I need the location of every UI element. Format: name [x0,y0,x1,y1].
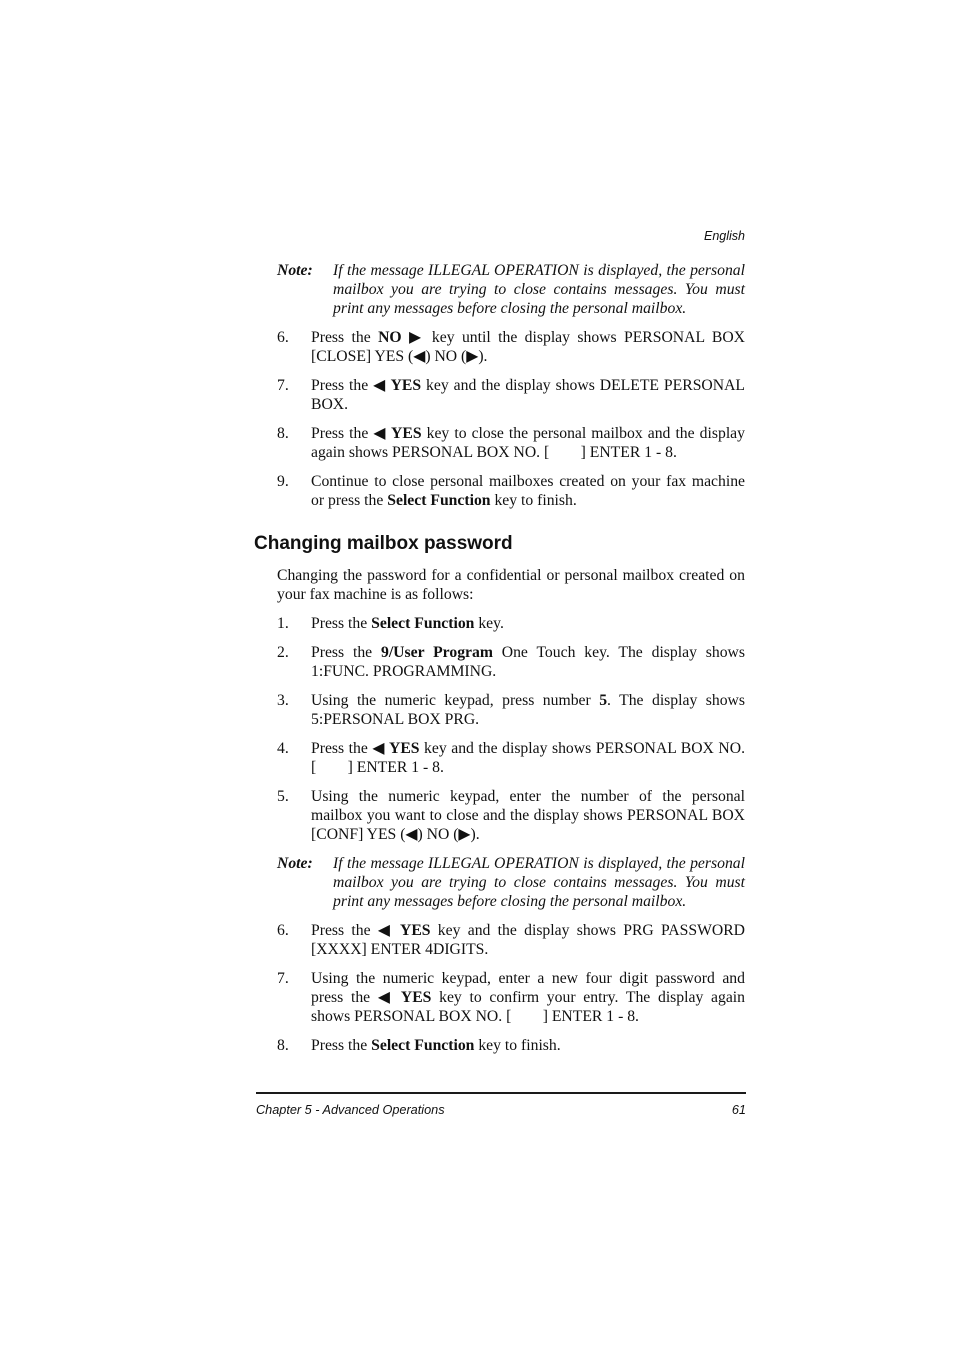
text-run: [CLOSE] YES (◀) NO (▶). [311,348,488,365]
text-run: or press the [311,492,388,509]
step-number: 8. [277,1036,289,1054]
text-line [311,347,745,366]
step-item [277,472,745,510]
step-item [277,921,745,959]
text-line [311,806,745,825]
text-run: press the [311,988,378,1006]
note-label: Note: [277,262,313,279]
text-run: key and the display shows PERSONAL BOX NO. [419,739,745,757]
text-line [311,921,745,940]
step-number: 9. [277,473,289,490]
bold-key-text: Select Function [371,614,475,632]
text-line [277,585,745,604]
text-line [311,1007,745,1026]
step-item [277,643,745,681]
step-text [311,643,745,681]
text-run: 5:PERSONAL BOX PRG. [311,710,480,728]
step-number: 7. [277,377,289,394]
text-run: Press the [311,377,374,394]
step-text [311,691,745,729]
page-content [254,261,746,1065]
text-run: key to confirm your entry. The display again [431,988,745,1006]
step-item [277,739,745,777]
text-line [333,892,745,911]
note-text [333,261,745,318]
bold-key-text: NO ▶ [378,329,425,346]
bold-key-text: Select Function [387,492,491,509]
bold-key-text: 5 [599,691,608,709]
text-run: If the message ILLEGAL OPERATION is displayed, the personal [333,854,745,872]
text-line [277,566,745,585]
step-number: 5. [277,787,289,805]
text-run: Press the [311,425,374,442]
text-run: mailbox you are trying to close contains messages. You must [333,873,745,891]
text-run: Press the [311,329,379,346]
text-line [311,825,745,844]
note-block [277,261,745,318]
step-item [277,787,745,844]
step-number: 6. [277,921,289,939]
text-line [311,758,745,777]
step-item [277,614,745,633]
text-run: mailbox you are trying to close contains messages. You must [333,281,745,298]
text-line [311,395,745,414]
text-run: key until the display shows PERSONAL BOX [424,329,745,346]
text-run: shows PERSONAL BOX NO. [ ] ENTER 1 - 8. [311,1007,639,1025]
step-item [277,1036,745,1055]
text-line [311,662,745,681]
section-heading: Changing mailbox password [254,533,513,554]
text-line [333,299,745,318]
text-line [311,491,745,510]
bold-key-text: ◀ YES [373,425,422,442]
text-line [311,376,745,395]
text-line [311,328,745,347]
text-line [311,787,745,806]
bold-key-text: ◀ YES [377,988,432,1006]
step-number: 2. [277,643,289,661]
text-run: key to finish. [490,492,577,509]
step-text [311,328,745,366]
text-line [311,614,745,633]
bold-key-text: ◀ YES [372,739,420,757]
text-run: key. [474,614,504,632]
note-label: Note: [277,854,313,872]
text-run: mailbox you want to close and the display shows PERSONAL BOX [311,806,745,824]
text-run: print any messages before closing the personal mailbox. [333,892,687,910]
step-text [311,1036,745,1055]
step-number: 4. [277,739,289,757]
text-line [311,739,745,758]
text-run: key to finish. [474,1036,561,1054]
text-run: Using the numeric keypad, enter a new four digit password and [311,969,745,987]
text-line [311,472,745,491]
note-block [277,854,745,911]
step-text [311,376,745,414]
footer-rule [256,1092,746,1094]
text-line [311,691,745,710]
step-text [311,424,745,462]
text-run: Press the [311,739,373,757]
text-line [311,710,745,729]
step-number: 3. [277,691,289,709]
text-line [311,424,745,443]
paragraph-text [277,566,745,604]
intro-paragraph [277,566,745,604]
bold-key-text: Select Function [371,1036,475,1054]
step-text [311,969,745,1026]
language-label: English [704,229,745,243]
text-line [333,261,745,280]
text-run: your fax machine is as follows: [277,585,474,603]
text-run: If the message ILLEGAL OPERATION is displayed, the personal [333,262,745,279]
bold-key-text: ◀ YES [373,377,422,394]
step-item [277,376,745,414]
text-line [311,1036,745,1055]
bold-key-text: 9/User Program [380,643,493,661]
text-line [311,643,745,662]
step-item [277,328,745,366]
step-item [277,691,745,729]
step-number: 6. [277,329,289,346]
text-run: . The display shows [607,691,745,709]
text-run: Press the [311,921,378,939]
page-number: 61 [731,1103,746,1117]
text-line [333,873,745,892]
step-number: 8. [277,425,289,442]
text-line [311,988,745,1007]
text-run: [XXXX] ENTER 4DIGITS. [311,940,489,958]
text-line [333,854,745,873]
text-run: [CONF] YES (◀) NO (▶). [311,825,480,843]
text-run: 1:FUNC. PROGRAMMING. [311,662,497,680]
text-run: Continue to close personal mailboxes created on your fax machine [311,473,745,490]
bold-key-text: ◀ YES [377,921,431,939]
step-item [277,424,745,462]
text-run: BOX. [311,396,349,413]
text-run: Changing the password for a confidential or personal mailbox created on [277,566,745,584]
step-text [311,787,745,844]
text-run: One Touch key. The display shows [492,643,745,661]
text-run: print any messages before closing the personal mailbox. [333,300,687,317]
text-run: [ ] ENTER 1 - 8. [311,758,444,776]
text-run: Press the [311,643,381,661]
text-line [311,969,745,988]
text-run: key and the display shows DELETE PERSONAL [421,377,745,394]
text-line [333,280,745,299]
step-number: 7. [277,969,289,987]
text-run: Press the [311,614,372,632]
page-footer [256,1102,746,1118]
text-run: key and the display shows PRG PASSWORD [430,921,746,939]
text-run: key to close the personal mailbox and the display [421,425,745,442]
step-number: 1. [277,614,289,632]
step-item [277,969,745,1026]
step-text [311,472,745,510]
text-line [311,940,745,959]
text-line [311,443,745,462]
footer-chapter-title: Chapter 5 - Advanced Operations [256,1103,445,1117]
text-run: Using the numeric keypad, press number [311,691,600,709]
text-run: again shows PERSONAL BOX NO. [ ] ENTER 1 - 8. [311,444,677,461]
step-text [311,739,745,777]
step-text [311,614,745,633]
note-text [333,854,745,911]
step-text [311,921,745,959]
text-run: Using the numeric keypad, enter the number of the personal [311,787,745,805]
text-run: Press the [311,1036,372,1054]
